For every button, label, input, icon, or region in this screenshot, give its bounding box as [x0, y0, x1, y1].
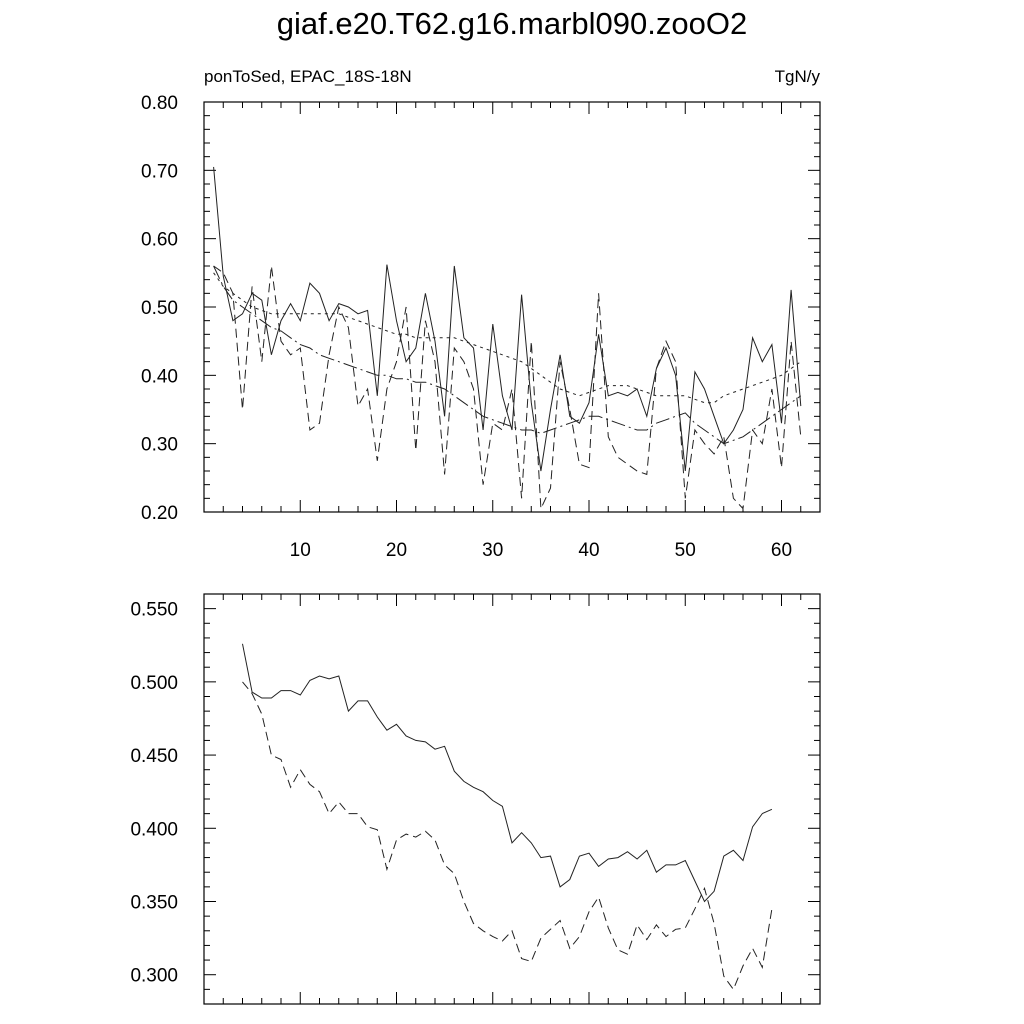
series-line-dashed: [243, 682, 772, 990]
y-tick-label: 0.400: [130, 819, 178, 841]
x-tick-label: 20: [385, 540, 408, 561]
series-line-dashed: [214, 266, 801, 509]
y-tick-label: 0.450: [130, 746, 178, 768]
series-line-long-dashed: [214, 266, 801, 444]
y-tick-label: 0.20: [141, 503, 178, 524]
variable-region-label: ponToSed, EPAC_18S-18N: [204, 67, 412, 86]
units-label: TgN/y: [774, 67, 820, 86]
plot-frame: [204, 594, 820, 1004]
bottom-panel: [130, 594, 820, 1004]
y-tick-label: 0.550: [130, 599, 178, 621]
y-tick-label: 0.80: [141, 93, 178, 114]
plot-frame: [204, 102, 820, 512]
y-tick-label: 0.50: [141, 298, 178, 319]
x-tick-label: 50: [674, 540, 696, 561]
y-tick-label: 0.40: [141, 366, 178, 388]
y-tick-label: 0.500: [130, 672, 178, 694]
x-tick-label: 30: [482, 540, 504, 561]
y-tick-label: 0.300: [130, 965, 178, 987]
chart-title: giaf.e20.T62.g16.marbl090.zooO2: [276, 6, 748, 41]
series-line-solid: [243, 644, 772, 902]
y-tick-label: 0.60: [141, 229, 178, 251]
y-tick-label: 0.70: [141, 161, 178, 183]
top-panel: [141, 67, 820, 561]
x-tick-label: 40: [578, 540, 600, 561]
y-tick-label: 0.350: [130, 892, 178, 914]
series-line-dotted: [214, 273, 801, 403]
x-tick-label: 10: [289, 540, 311, 561]
x-tick-label: 60: [770, 540, 793, 561]
y-tick-label: 0.30: [141, 434, 178, 456]
